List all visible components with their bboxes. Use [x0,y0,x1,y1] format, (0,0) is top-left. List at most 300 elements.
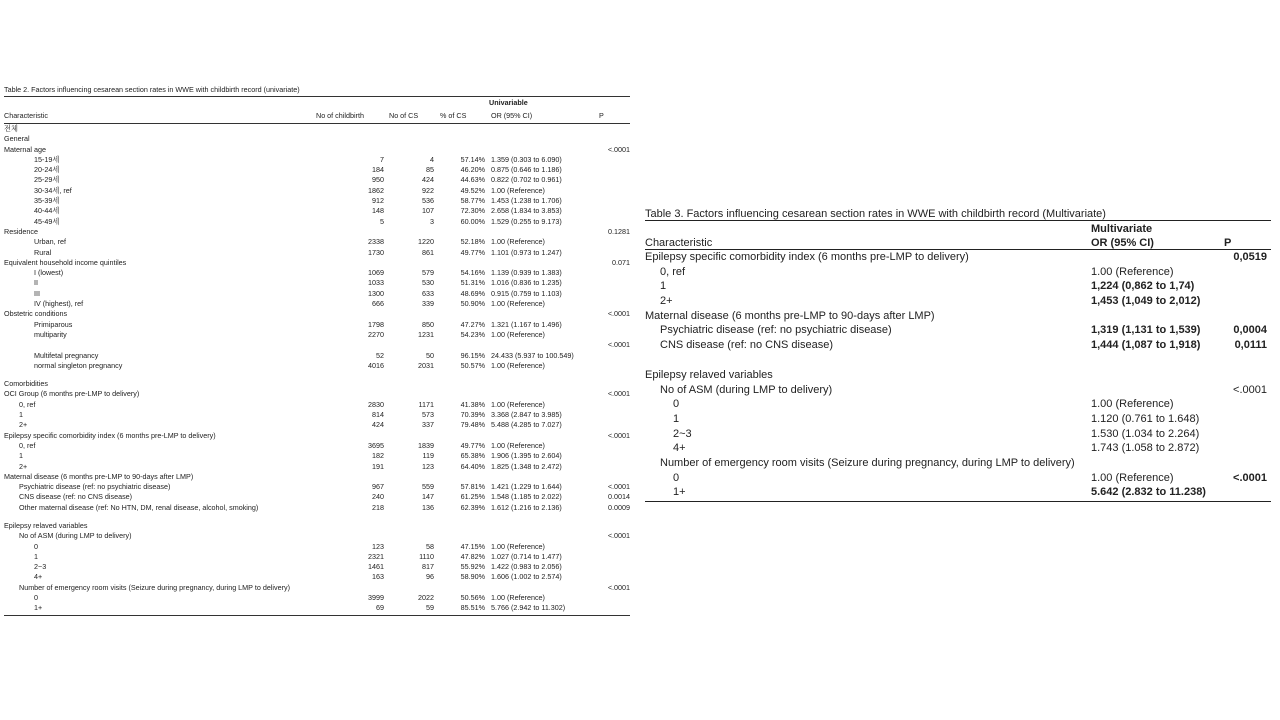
row-no-childbirth: 3695 [368,440,384,450]
row-pct-cs: 50.57% [460,360,485,370]
table-row [645,383,1271,398]
row-pct-cs: 49.77% [460,247,485,257]
row-pct-cs: 57.14% [460,154,485,164]
row-or: 1.421 (1.229 to 1.644) [491,482,562,492]
row-characteristic: 2+ [660,295,673,308]
row-pct-cs: 48.69% [460,288,485,298]
row-characteristic: Epilepsy relaved variables [645,368,773,381]
table-3 [645,207,1271,502]
table-row [4,462,630,472]
row-pct-cs: 49.77% [460,440,485,450]
row-no-childbirth: 424 [372,420,384,430]
row-no-childbirth: 666 [372,299,384,309]
row-characteristic: 0, ref [19,399,36,409]
row-characteristic: 30-34세, ref [34,185,72,195]
row-no-cs: 119 [422,451,434,461]
row-characteristic: 15-19세 [34,154,60,164]
row-characteristic: 40-44세 [34,206,60,216]
row-or: 2.658 (1.834 to 3.853) [491,206,562,216]
row-characteristic: 1 [673,412,680,425]
row-p-value: <.0001 [607,144,630,154]
row-or: 24.433 (5.937 to 100.549) [491,350,574,360]
table-row [4,593,630,603]
row-characteristic: Maternal disease (6 months pre-LMP to 90-days after LMP) [4,471,194,481]
row-pct-cs: 47.27% [460,319,485,329]
row-or: 1,224 (0,862 to 1,74) [1091,280,1195,293]
table-3-body [645,250,1271,500]
row-p-value: 0.0014 [608,492,630,502]
row-no-childbirth: 1300 [368,288,384,298]
row-p-value: <.0001 [1233,383,1267,396]
row-characteristic: 1 [19,410,23,420]
row-no-childbirth: 240 [372,492,384,502]
row-characteristic: 전체 [4,124,18,133]
row-no-cs: 861 [422,247,434,257]
row-p-value: <.0001 [607,389,630,399]
row-characteristic: Number of emergency room visits (Seizure during pregnancy, during LMP to delivery) [660,456,1075,469]
table-row [645,353,1271,368]
table-row [4,420,630,430]
row-or: 1.00 (Reference) [491,329,545,339]
row-no-childbirth: 950 [372,175,384,185]
row-pct-cs: 61.25% [460,492,485,502]
row-characteristic: 2~3 [34,562,47,572]
row-no-cs: 337 [422,420,434,430]
row-or: 1.906 (1.395 to 2.604) [491,451,562,461]
row-characteristic: 0, ref [660,265,686,278]
row-no-cs: 4 [430,154,434,164]
row-or: 1.00 (Reference) [491,541,545,551]
row-no-childbirth: 2270 [368,329,384,339]
table-3-group-header: Multivariate [1091,223,1153,235]
row-or: 1.321 (1.167 to 1.496) [491,319,562,329]
row-characteristic: 35-39세 [34,196,60,206]
row-characteristic: 0 [34,593,38,603]
table-row [4,196,630,206]
row-or: 1.530 (1.034 to 2.264) [1091,427,1200,440]
row-or: 1.00 (Reference) [491,237,545,247]
table-row [645,250,1271,265]
row-pct-cs: 72.30% [460,206,485,216]
table-row [4,503,630,513]
row-pct-cs: 52.18% [460,237,485,247]
table-row [645,279,1271,294]
row-or: 1.00 (Reference) [1091,398,1174,411]
row-or: 1.139 (0.939 to 1.383) [491,268,562,278]
row-p-value: <.0001 [607,582,630,592]
row-pct-cs: 46.20% [460,165,485,175]
table-row [4,389,630,399]
row-pct-cs: 50.90% [460,299,485,309]
table-row [4,451,630,461]
row-pct-cs: 70.39% [460,410,485,420]
header-no-cs: No of CS [389,111,419,120]
row-pct-cs: 96.15% [460,350,485,360]
row-or: 1.00 (Reference) [491,399,545,409]
row-characteristic: 2~3 [673,427,692,440]
row-pct-cs: 57.81% [460,482,485,492]
row-or: 1.00 (Reference) [491,185,545,195]
table-row [4,258,630,268]
table-row [4,583,630,593]
row-no-childbirth: 182 [372,451,384,461]
row-no-cs: 850 [422,319,434,329]
row-no-childbirth: 1862 [368,185,384,195]
row-characteristic: II [34,278,38,288]
table-row [645,441,1271,456]
row-no-childbirth: 967 [372,482,384,492]
row-pct-cs: 58.90% [460,572,485,582]
row-characteristic: OCI Group (6 months pre-LMP to delivery) [4,389,140,399]
row-pct-cs: 41.38% [460,399,485,409]
row-or: 1.612 (1.216 to 2.136) [491,502,562,512]
table-row [4,552,630,562]
table-row [4,521,630,531]
row-or: 1.529 (0.255 to 9.173) [491,216,562,226]
row-characteristic: 25-29세 [34,175,60,185]
table-2 [4,85,630,616]
table-row [645,471,1271,486]
table-row [4,431,630,441]
row-characteristic: Psychiatric disease (ref: no psychiatric disease) [660,324,892,337]
row-no-childbirth: 52 [376,350,384,360]
table-row [4,340,630,350]
row-no-cs: 2022 [418,593,434,603]
table-row [4,531,630,541]
row-no-childbirth: 1033 [368,278,384,288]
row-or: 1.101 (0.973 to 1.247) [491,247,562,257]
header-characteristic: Characteristic [645,237,713,249]
row-or: 0.875 (0.646 to 1.186) [491,165,562,175]
row-characteristic: Obstetric conditions [4,309,68,319]
table-2-group-header-row [4,97,630,109]
row-or: 0.822 (0.702 to 0.961) [491,175,562,185]
table-row [645,368,1271,383]
row-characteristic: Epilepsy specific comorbidity index (6 months pre-LMP to delivery) [645,251,969,263]
row-characteristic: 4+ [673,442,686,455]
row-characteristic: 0, ref [19,440,36,450]
row-no-cs: 1110 [419,551,434,561]
row-or: 1.016 (0.836 to 1.235) [491,278,562,288]
row-characteristic: 0 [673,471,680,484]
row-characteristic: III [34,288,40,298]
row-characteristic: Urban, ref [34,237,66,247]
row-or: 1,453 (1,049 to 2,012) [1091,295,1201,308]
header-pct-cs: % of CS [440,111,467,120]
row-no-cs: 50 [426,350,434,360]
row-p-value: <.0001 [607,340,630,350]
table-row [4,400,630,410]
row-or: 1.00 (Reference) [491,440,545,450]
row-or: 1.00 (Reference) [1091,265,1174,278]
row-or: 1.453 (1.238 to 1.706) [491,196,562,206]
row-pct-cs: 44.63% [460,175,485,185]
row-or: 1.120 (0.761 to 1.648) [1091,412,1200,425]
row-pct-cs: 50.56% [460,593,485,603]
row-no-cs: 530 [422,278,434,288]
row-characteristic: 2+ [19,461,28,471]
table-2-caption: Table 2. Factors influencing cesarean section rates in WWE with childbirth record (univariate) [4,85,300,94]
row-characteristic: No of ASM (during LMP to delivery) [19,531,132,541]
table-row [645,294,1271,309]
table-row [4,492,630,502]
table-3-caption: Table 3. Factors influencing cesarean section rates in WWE with childbirth record (Multivariate) [645,208,1106,220]
row-no-cs: 424 [422,175,434,185]
row-characteristic: 45-49세 [34,216,60,226]
row-or: 1.359 (0.303 to 6.090) [491,154,562,164]
table-row [4,206,630,216]
table-row [4,562,630,572]
table-row [4,472,630,482]
table-row [645,338,1271,353]
table-row [645,397,1271,412]
row-no-cs: 1839 [418,440,434,450]
row-p-value: <.0001 [607,531,630,541]
row-or: 1.00 (Reference) [491,360,545,370]
table-row [4,513,630,521]
row-characteristic: Psychiatric disease (ref: no psychiatric disease) [19,482,171,492]
row-or: 0.915 (0.759 to 1.103) [491,288,562,298]
row-no-childbirth: 2830 [368,399,384,409]
row-no-cs: 2031 [418,360,434,370]
row-characteristic: CNS disease (ref: no CNS disease) [660,339,834,352]
header-or: OR (95% CI) [491,111,533,120]
row-no-childbirth: 1730 [368,247,384,257]
table-row [4,572,630,582]
table-row [4,165,630,175]
row-no-childbirth: 2338 [368,237,384,247]
row-characteristic: 20-24세 [34,165,60,175]
row-characteristic: 4+ [34,572,43,582]
table-row [4,134,630,144]
row-no-cs: 96 [426,572,434,582]
table-row [4,289,630,299]
row-p-value: 0,0111 [1234,339,1267,352]
table-row [4,309,630,319]
table-row [4,124,630,134]
row-characteristic: Comorbidities [4,379,48,389]
row-or: 1,319 (1,131 to 1,539) [1091,324,1201,337]
table-row [645,323,1271,338]
table-row [4,330,630,340]
table-row [4,155,630,165]
row-pct-cs: 58.77% [460,196,485,206]
row-characteristic: Residence [4,226,38,236]
row-pct-cs: 60.00% [460,216,485,226]
row-no-childbirth: 2321 [368,551,384,561]
row-or: 1.606 (1.002 to 2.574) [491,572,562,582]
row-p-value: 0.0009 [608,502,630,512]
row-no-childbirth: 184 [372,165,384,175]
row-p-value: <.0001 [1233,471,1267,484]
row-characteristic: I (lowest) [34,268,64,278]
table-row [645,265,1271,280]
row-characteristic: normal singleton pregnancy [34,360,123,370]
row-characteristic: Epilepsy specific comorbidity index (6 months pre-LMP to delivery) [4,430,216,440]
row-characteristic: 0 [673,398,680,411]
row-no-cs: 633 [422,288,434,298]
row-characteristic: IV (highest), ref [34,299,84,309]
row-p-value: <.0001 [607,309,630,319]
row-no-cs: 85 [426,165,434,175]
row-no-cs: 339 [422,299,434,309]
row-no-childbirth: 218 [372,502,384,512]
row-no-cs: 922 [422,185,434,195]
row-characteristic: Primiparous [34,319,73,329]
table-row [4,299,630,309]
table-row [4,175,630,185]
row-no-cs: 59 [426,603,434,613]
row-or: 1.00 (Reference) [491,593,545,603]
row-pct-cs: 65.38% [460,451,485,461]
row-characteristic: 1 [19,451,23,461]
row-no-childbirth: 1461 [368,562,384,572]
row-p-value: <.0001 [607,430,630,440]
table-row [4,248,630,258]
row-pct-cs: 51.31% [460,278,485,288]
row-pct-cs: 55.92% [460,562,485,572]
row-characteristic: CNS disease (ref: no CNS disease) [19,492,133,502]
row-characteristic: 1+ [34,603,43,613]
table-row [4,603,630,613]
row-or: 5.766 (2.942 to 11.302) [491,603,566,613]
row-characteristic: Multifetal pregnancy [34,350,99,360]
row-no-cs: 107 [422,206,434,216]
table-row [4,351,630,361]
table-2-bottom-rule [4,615,630,616]
row-pct-cs: 47.82% [460,551,485,561]
row-no-childbirth: 191 [372,461,384,471]
row-no-childbirth: 163 [372,572,384,582]
row-no-childbirth: 3999 [368,593,384,603]
row-no-cs: 817 [422,562,434,572]
row-characteristic: 1 [34,551,38,561]
row-no-cs: 1220 [418,237,434,247]
row-no-childbirth: 912 [372,196,384,206]
row-no-childbirth: 123 [372,541,384,551]
row-p-value: 0,0519 [1233,251,1267,263]
row-characteristic: multiparity [34,329,67,339]
row-or: 1.743 (1.058 to 2.872) [1091,442,1200,455]
row-no-cs: 1171 [418,399,434,409]
row-or: 1.00 (Reference) [1091,471,1174,484]
table-row [4,371,630,379]
row-characteristic: No of ASM (during LMP to delivery) [660,383,833,396]
table-row [645,412,1271,427]
row-or: 1,444 (1,087 to 1,918) [1091,339,1201,352]
row-no-childbirth: 1069 [368,268,384,278]
header-or: OR (95% CI) [1091,237,1154,249]
row-characteristic: Rural [34,247,52,257]
table-2-header-row [4,109,630,124]
row-pct-cs: 54.23% [460,329,485,339]
table-row [4,217,630,227]
row-or: 1.00 (Reference) [491,299,545,309]
table-2-group-header: Univariable [489,98,528,107]
table-row [4,379,630,389]
row-no-cs: 3 [430,216,434,226]
table-row [645,309,1271,324]
row-characteristic: 2+ [19,420,28,430]
row-no-childbirth: 5 [380,216,384,226]
row-no-cs: 559 [422,482,434,492]
row-no-cs: 58 [426,541,434,551]
row-pct-cs: 54.16% [460,268,485,278]
row-p-value: 0.071 [612,257,630,267]
table-row [4,542,630,552]
table-2-body [4,124,630,614]
table-row [4,268,630,278]
table-3-bottom-rule [645,501,1271,502]
row-characteristic: 0 [34,541,38,551]
row-or: 1.548 (1.185 to 2.022) [491,492,562,502]
table-row [4,227,630,237]
table-row [4,482,630,492]
row-or: 3.368 (2.847 to 3.985) [491,410,562,420]
row-pct-cs: 49.52% [460,185,485,195]
row-no-cs: 536 [422,196,434,206]
row-pct-cs: 85.51% [460,603,485,613]
row-characteristic: Epilepsy relaved variables [4,520,88,530]
row-pct-cs: 64.40% [460,461,485,471]
row-p-value: <.0001 [607,482,630,492]
header-p: P [599,111,604,120]
row-characteristic: General [4,134,30,144]
table-row [645,427,1271,442]
row-no-childbirth: 148 [372,206,384,216]
row-pct-cs: 62.39% [460,502,485,512]
row-no-childbirth: 1798 [368,319,384,329]
header-no-childbirth: No of childbirth [316,111,364,120]
table-row [4,237,630,247]
row-or: 1.027 (0.714 to 1.477) [491,551,562,561]
table-row [645,456,1271,471]
table-row [4,186,630,196]
table-row [4,410,630,420]
row-characteristic: Number of emergency room visits (Seizure during pregnancy, during LMP to delivery) [19,582,290,592]
row-no-cs: 147 [422,492,434,502]
row-pct-cs: 47.15% [460,541,485,551]
table-3-header-row [645,221,1271,250]
row-no-cs: 123 [422,461,434,471]
row-characteristic: 1 [660,280,667,293]
row-characteristic: Maternal disease (6 months pre-LMP to 90-days after LMP) [645,309,935,322]
row-p-value: 0.1281 [608,226,630,236]
row-no-cs: 579 [422,268,434,278]
row-pct-cs: 79.48% [460,420,485,430]
row-or: 5.488 (4.285 to 7.027) [491,420,562,430]
row-no-cs: 1231 [418,329,434,339]
table-row [4,320,630,330]
row-characteristic: 1+ [673,486,686,499]
row-no-childbirth: 7 [380,154,384,164]
header-p: P [1224,237,1232,249]
table-row [4,145,630,155]
table-row [4,278,630,288]
row-no-childbirth: 4016 [368,360,384,370]
header-characteristic: Characteristic [4,111,48,120]
row-no-childbirth: 69 [376,603,384,613]
table-row [4,441,630,451]
row-characteristic: Maternal age [4,144,46,154]
row-or: 1.422 (0.983 to 2.056) [491,562,562,572]
row-characteristic: Equivalent household income quintiles [4,257,127,267]
row-characteristic: Other maternal disease (ref: No HTN, DM, renal disease, alcohol, smoking) [19,502,259,512]
row-or: 1.825 (1.348 to 2.472) [491,461,562,471]
row-p-value: 0,0004 [1233,324,1267,337]
table-row [645,485,1271,500]
row-or: 5.642 (2.832 to 11.238) [1091,486,1206,499]
